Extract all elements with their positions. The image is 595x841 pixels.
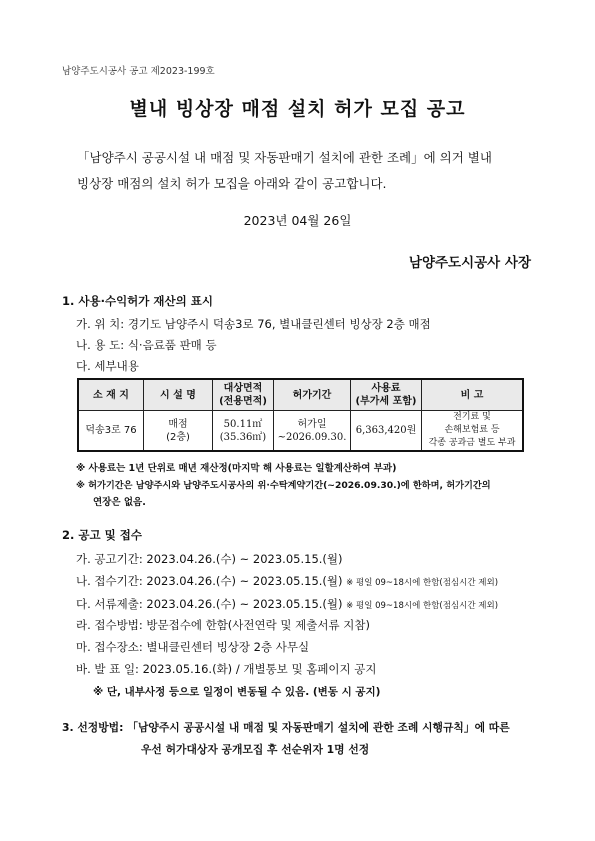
cell-area-line-2: (35.36㎡): [219, 431, 267, 443]
section-1-item-purpose: 나. 용 도: 식·음료품 판매 등: [76, 338, 217, 352]
section-1-item-details: 다. 세부내용: [76, 359, 139, 373]
cell-remark-line-2: 손해보험료 등: [444, 425, 500, 435]
signer: 남양주도시공사 사장: [408, 255, 531, 271]
notice-date: 2023년 04월 26일: [243, 213, 352, 228]
section-2-item-place-text: 마. 접수장소: 별내클린센터 빙상장 2층 사무실: [76, 640, 310, 654]
header-facility: 시 설 명: [144, 379, 213, 411]
cell-period-line-2: ~2026.09.30.: [277, 431, 347, 443]
intro-line-2: 빙상장 매점의 설치 허가 모집을 아래와 같이 공고합니다.: [77, 176, 387, 191]
header-area-line-1: 대상면적: [223, 383, 263, 394]
table-row: [78, 411, 523, 452]
cell-remark: [422, 411, 524, 452]
section-2-footnote: ※ 단, 내부사정 등으로 일정이 변동될 수 있음. (변동 시 공지): [93, 686, 381, 698]
cell-remark-line-1: 전기료 및: [453, 412, 491, 422]
section-1-item-location: 가. 위 치: 경기도 남양주시 덕송3로 76, 별내클린센터 빙상장 2층 매점: [76, 317, 431, 331]
section-2-item-place: [76, 639, 309, 655]
header-fee: [351, 379, 422, 411]
section-2-heading: 2. 공고 및 접수: [62, 528, 142, 542]
intro-line-1: 「남양주시 공공시설 내 매점 및 자동판매기 설치에 관한 조례」에 의거 별내: [77, 150, 492, 165]
notice-number: 남양주도시공사 공고 제2023-199호: [62, 66, 215, 77]
section-2-item-receipt-text: 나. 접수기간: 2023.04.26.(수) ~ 2023.05.15.(월): [76, 574, 343, 588]
page-title: 별내 빙상장 매점 설치 허가 모집 공고: [129, 98, 466, 120]
header-fee-line-2: (부가세 포함): [355, 396, 417, 407]
cell-remark-line-3: 각종 공과금 별도 부과: [428, 438, 516, 448]
header-location: 소 재 지: [78, 379, 144, 411]
cell-period: [274, 411, 351, 452]
cell-area-line-1: 50.11㎡: [223, 418, 263, 430]
section-2-item-period-text: 가. 공고기간: 2023.04.26.(수) ~ 2023.05.15.(월): [76, 552, 343, 566]
section-2-item-method-text: 라. 접수방법: 방문접수에 한함(사전연락 및 제출서류 지참): [76, 618, 370, 632]
section-2-item-announcement-text: 바. 발 표 일: 2023.05.16.(화) / 개별통보 및 홈페이지 공지: [76, 662, 377, 676]
section-2-item-period: [76, 551, 343, 567]
section-2-item-documents-note: ※ 평일 09~18시에 한함(점심시간 제외): [346, 601, 499, 611]
section-2-item-documents: [76, 596, 498, 612]
section-2-item-announcement: [76, 661, 377, 677]
section-2-item-receipt: [76, 573, 498, 589]
header-area-line-2: (전용면적): [219, 396, 267, 407]
cell-area: [213, 411, 274, 452]
section-2-item-receipt-note: ※ 평일 09~18시에 한함(점심시간 제외): [346, 578, 499, 588]
section-3-line-1: 3. 선정방법: 「남양주시 공공시설 내 매점 및 자동판매기 설치에 관한 조례 시행규칙」에 따른: [62, 721, 510, 734]
section-1-heading: 1. 사용·수익허가 재산의 표시: [62, 294, 213, 308]
section-3-line-2: 우선 허가대상자 공개모집 후 선순위자 1명 선정: [141, 743, 370, 756]
cell-facility-line-1: 매점: [168, 418, 188, 430]
cell-facility: [144, 411, 213, 452]
header-fee-line-1: 사용료: [371, 383, 401, 394]
section-1-note-3: 연장은 없음.: [93, 497, 146, 508]
header-period: 허가기간: [274, 379, 351, 411]
section-2-item-documents-text: 다. 서류제출: 2023.04.26.(수) ~ 2023.05.15.(월): [76, 597, 343, 611]
section-2-item-method: [76, 617, 370, 633]
cell-fee: 6,363,420원: [351, 411, 422, 452]
header-remark: 비 고: [422, 379, 524, 411]
cell-facility-line-2: (2층): [166, 431, 190, 443]
table-header-row: [78, 379, 523, 411]
header-area: [213, 379, 274, 411]
section-1-note-2: ※ 허가기간은 남양주시와 남양주도시공사의 위·수탁계약기간(~2026.09.30.)에 한하며, 허가기간의: [76, 480, 491, 491]
section-1-note-1: ※ 사용료는 1년 단위로 매년 재산정(마지막 해 사용료는 일할계산하여 부과): [76, 463, 397, 474]
facility-table: [77, 378, 524, 452]
cell-period-line-1: 허가일: [297, 418, 327, 430]
cell-location: 덕송3로 76: [78, 411, 144, 452]
